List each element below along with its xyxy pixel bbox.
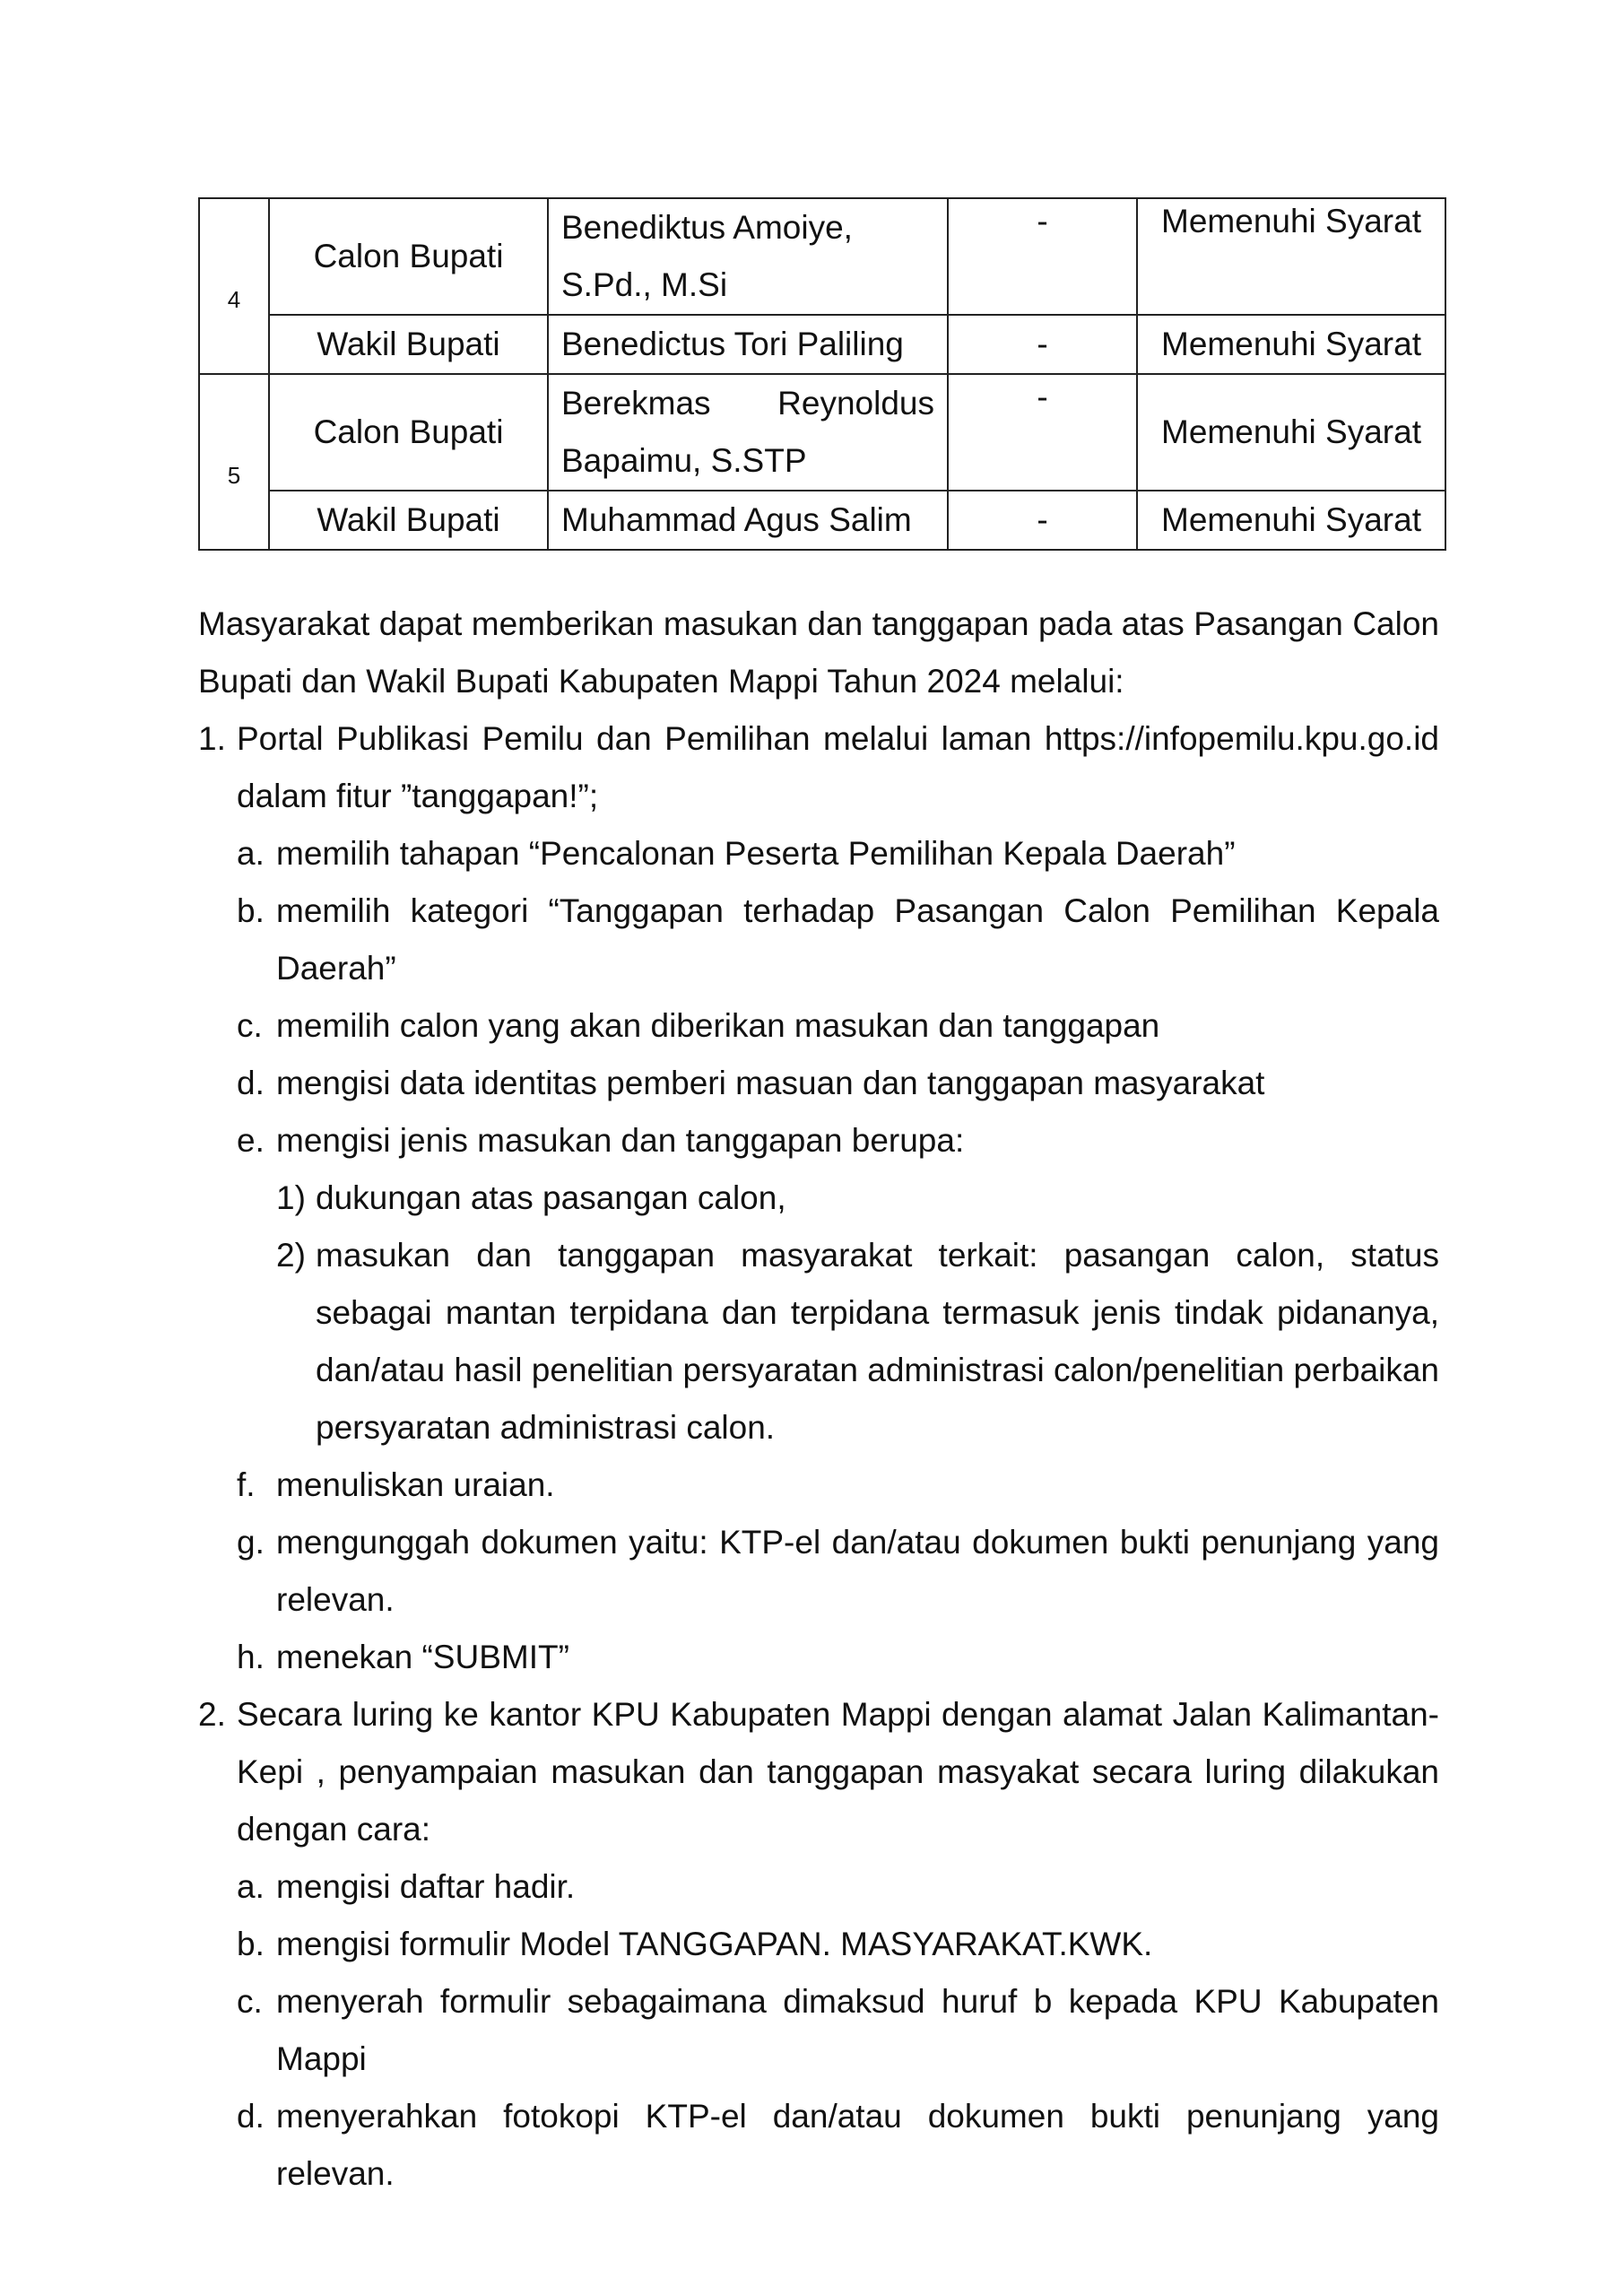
- candidate-table: [198, 197, 1446, 551]
- list-item: [198, 883, 1439, 997]
- list-item-text: mengisi data identitas pemberi masuan dan tanggapan masyarakat: [276, 1065, 1265, 1101]
- list-item-text: menyerahkan fotokopi KTP-el dan/atau dokumen bukti penunjang yang relevan.: [276, 2098, 1439, 2192]
- row-number: 4: [199, 198, 269, 374]
- list-item-text: Portal Publikasi Pemilu dan Pemilihan melalui laman https://infopemilu.kpu.go.id dalam fitur ”tanggapan!”;: [237, 720, 1439, 814]
- position-cell: Wakil Bupati: [269, 315, 548, 374]
- candidate-name-line: Bapaimu, S.STP: [561, 442, 807, 479]
- table-row: [199, 315, 1445, 374]
- position-cell: Calon Bupati: [269, 198, 548, 315]
- list-item-text: mengisi jenis masukan dan tanggapan berupa:: [276, 1122, 965, 1159]
- list-item-text: menuliskan uraian.: [276, 1466, 555, 1503]
- list-item-text: memilih calon yang akan diberikan masukan dan tanggapan: [276, 1007, 1160, 1044]
- candidate-name-cell: Benedictus Tori Paliling: [548, 315, 948, 374]
- position-cell: Calon Bupati: [269, 374, 548, 491]
- status-cell: Memenuhi Syarat: [1137, 315, 1445, 374]
- list-item: [198, 1514, 1439, 1629]
- list-item: [198, 825, 1439, 883]
- list-item: [198, 1055, 1439, 1112]
- list-item-text: memilih kategori “Tanggapan terhadap Pasangan Calon Pemilihan Kepala Daerah”: [276, 892, 1439, 987]
- list-marker: a.: [237, 835, 265, 872]
- list-marker: c.: [237, 1007, 263, 1044]
- list-item: [198, 1227, 1439, 1457]
- status-cell: Memenuhi Syarat: [1137, 491, 1445, 550]
- list-marker: g.: [237, 1524, 265, 1561]
- list-marker: b.: [237, 1926, 265, 1962]
- body-text: [198, 596, 1439, 2203]
- list-item: [198, 1112, 1439, 1170]
- list-marker: 1): [276, 1179, 306, 1216]
- position-cell: Wakil Bupati: [269, 491, 548, 550]
- list-item-text: mengisi daftar hadir.: [276, 1868, 576, 1905]
- list-marker: 1.: [198, 720, 226, 757]
- list-marker: d.: [237, 2098, 265, 2135]
- list-item-text: dukungan atas pasangan calon,: [316, 1179, 786, 1216]
- remark-cell: -: [948, 315, 1137, 374]
- list-marker: a.: [237, 1868, 265, 1905]
- table-row: [199, 491, 1445, 550]
- list-item: [198, 2088, 1439, 2203]
- list-item: [198, 1916, 1439, 1973]
- candidate-name-line: Benediktus Amoiye,: [561, 209, 853, 246]
- status-cell: Memenuhi Syarat: [1137, 374, 1445, 491]
- list-item-text: masukan dan tanggapan masyarakat terkait: pasangan calon, status sebagai mantan terpidana dan terpidana termasuk jenis tindak pidananya, dan/atau hasil penelitian persyaratan administrasi calon/penelitian perbaikan persyaratan administrasi calon.: [316, 1237, 1439, 1446]
- list-item: [198, 1170, 1439, 1227]
- list-item: [198, 1457, 1439, 1514]
- list-item: [198, 710, 1439, 825]
- list-item-text: mengisi formulir Model TANGGAPAN. MASYARAKAT.KWK.: [276, 1926, 1153, 1962]
- list-marker: f.: [237, 1466, 256, 1503]
- list-marker: c.: [237, 1983, 263, 2020]
- list-item: [198, 1973, 1439, 2088]
- intro-paragraph: Masyarakat dapat memberikan masukan dan tanggapan pada atas Pasangan Calon Bupati dan Wakil Bupati Kabupaten Mappi Tahun 2024 melalui:: [198, 605, 1439, 700]
- list-item-text: memilih tahapan “Pencalonan Peserta Pemilihan Kepala Daerah”: [276, 835, 1236, 872]
- table-row: [199, 198, 1445, 315]
- list-item: [198, 1858, 1439, 1916]
- remark-cell: -: [948, 198, 1137, 315]
- candidate-name-cell: Muhammad Agus Salim: [548, 491, 948, 550]
- remark-cell: -: [948, 374, 1137, 491]
- candidate-name-cell: [548, 374, 948, 491]
- candidate-name-line: S.Pd., M.Si: [561, 266, 728, 303]
- candidate-name-line: Berekmas Reynoldus: [561, 385, 934, 422]
- list-marker: 2.: [198, 1696, 226, 1733]
- list-item-text: mengunggah dokumen yaitu: KTP-el dan/atau dokumen bukti penunjang yang relevan.: [276, 1524, 1439, 1618]
- list-item-text: menyerah formulir sebagaimana dimaksud huruf b kepada KPU Kabupaten Mappi: [276, 1983, 1439, 2077]
- list-item-text: Secara luring ke kantor KPU Kabupaten Mappi dengan alamat Jalan Kalimantan-Kepi , penyampaian masukan dan tanggapan masyakat secara luring dilakukan dengan cara:: [237, 1696, 1439, 1848]
- candidate-name-cell: [548, 198, 948, 315]
- list-marker: d.: [237, 1065, 265, 1101]
- list-marker: 2): [276, 1237, 306, 1274]
- remark-cell: -: [948, 491, 1137, 550]
- status-cell: Memenuhi Syarat: [1137, 198, 1445, 315]
- list-item: [198, 1629, 1439, 1686]
- list-item-text: menekan “SUBMIT”: [276, 1639, 569, 1675]
- list-item: [198, 1686, 1439, 1858]
- row-number: 5: [199, 374, 269, 550]
- list-marker: h.: [237, 1639, 265, 1675]
- table-row: [199, 374, 1445, 491]
- list-marker: b.: [237, 892, 265, 929]
- list-item: [198, 997, 1439, 1055]
- list-marker: e.: [237, 1122, 265, 1159]
